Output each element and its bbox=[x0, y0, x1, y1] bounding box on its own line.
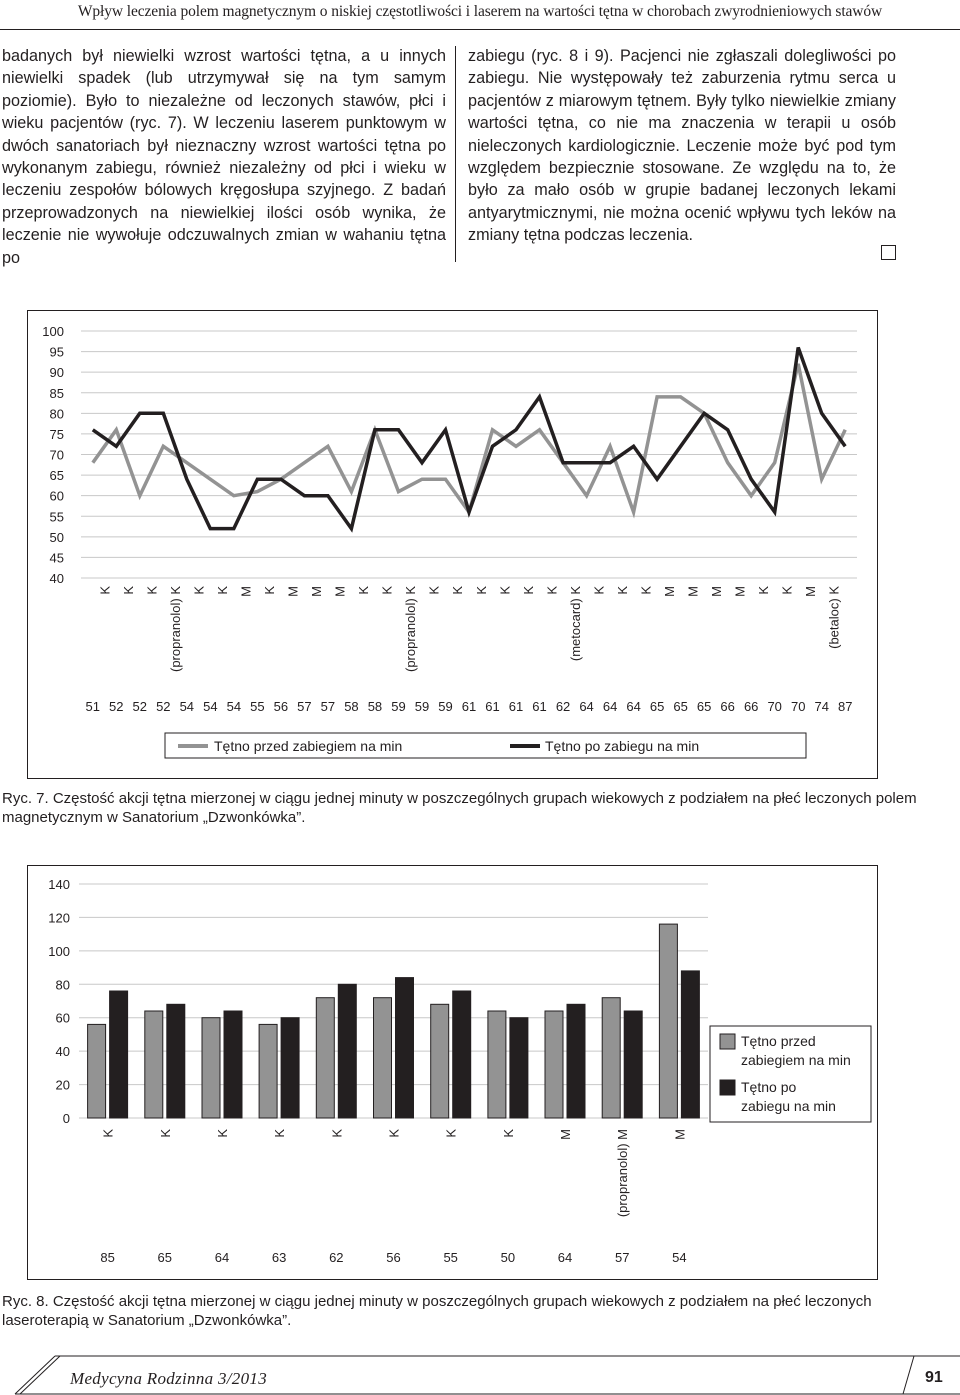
y-tick-label: 0 bbox=[62, 1111, 70, 1126]
x-category-label: K bbox=[356, 586, 372, 595]
x-category-label: K bbox=[426, 586, 442, 595]
bar-after bbox=[110, 991, 128, 1118]
y-tick-label: 60 bbox=[55, 1010, 70, 1026]
figure-7-caption: Ryc. 7. Częstość akcji tętna mierzonej w ciągu jednej minuty w poszczególnych grupach wiekowych z podziałem na płeć leczonych polem magnetycznym w Sanatorium „Dzwonkówka”. bbox=[2, 790, 917, 826]
x-age-label: 61 bbox=[532, 699, 547, 714]
x-age-label: 56 bbox=[273, 699, 289, 714]
journal-title: Medycyna Rodzinna 3/2013 bbox=[70, 1369, 267, 1388]
bar-after bbox=[396, 978, 414, 1118]
x-age-label: 59 bbox=[391, 699, 406, 714]
x-category-label: (propranolol) M bbox=[615, 1129, 631, 1218]
end-of-article-square-icon bbox=[881, 245, 896, 260]
x-age-label: 52 bbox=[156, 699, 171, 714]
y-tick-label: 40 bbox=[55, 1044, 70, 1060]
y-tick-label: 40 bbox=[49, 571, 64, 586]
x-age-label: 58 bbox=[344, 699, 359, 714]
bar-before bbox=[659, 924, 677, 1118]
x-age-label: 87 bbox=[838, 699, 853, 714]
y-tick-label: 140 bbox=[48, 877, 70, 892]
bar-before bbox=[488, 1011, 506, 1118]
x-age-label: 54 bbox=[672, 1250, 687, 1265]
x-category-label: (betaloc) K bbox=[826, 586, 842, 649]
legend-label-after: zabiegu na min bbox=[741, 1098, 836, 1114]
x-category-label: K bbox=[157, 1129, 173, 1138]
bar-chart-svg bbox=[28, 866, 877, 1279]
legend-label-before: zabiegiem na min bbox=[741, 1052, 851, 1068]
x-age-label: 50 bbox=[500, 1250, 516, 1265]
bar-after bbox=[681, 971, 699, 1118]
x-category-label: M bbox=[309, 586, 325, 597]
x-category-label: K bbox=[379, 586, 395, 595]
x-category-label: K bbox=[614, 586, 630, 595]
x-age-label: 54 bbox=[226, 699, 242, 714]
bar-after bbox=[281, 1018, 299, 1118]
bar-before bbox=[545, 1011, 563, 1118]
x-age-label: 65 bbox=[157, 1250, 173, 1265]
x-age-label: 59 bbox=[438, 699, 453, 714]
x-category-label: K bbox=[443, 1129, 459, 1138]
y-tick-label: 100 bbox=[42, 324, 64, 339]
text-column-right bbox=[468, 45, 896, 247]
line-chart-svg bbox=[28, 311, 877, 778]
y-tick-label: 90 bbox=[49, 365, 64, 381]
x-category-label: K bbox=[100, 1129, 116, 1138]
x-age-label: 64 bbox=[602, 699, 618, 714]
x-category-label: M bbox=[708, 586, 724, 597]
bar-after bbox=[510, 1018, 528, 1118]
x-category-label: K bbox=[500, 1129, 516, 1138]
x-category-label: (propranolol) K bbox=[403, 586, 419, 672]
x-category-label: K bbox=[473, 586, 489, 595]
x-category-label: K bbox=[591, 586, 607, 595]
x-age-label: 57 bbox=[297, 699, 312, 714]
y-tick-label: 80 bbox=[49, 406, 64, 422]
x-category-label: (propranolol) K bbox=[168, 586, 184, 672]
bar-after bbox=[224, 1011, 242, 1118]
x-age-label: 64 bbox=[557, 1250, 573, 1265]
y-tick-label: 95 bbox=[49, 344, 64, 360]
bar-before bbox=[316, 998, 334, 1118]
series-line-after bbox=[93, 348, 845, 529]
x-category-label: M bbox=[285, 586, 301, 597]
x-age-label: 57 bbox=[614, 1250, 630, 1265]
x-category-label: K bbox=[144, 586, 160, 595]
x-category-label: K bbox=[755, 586, 771, 595]
x-age-label: 52 bbox=[132, 699, 148, 714]
legend-swatch-after bbox=[720, 1080, 735, 1095]
bar-after bbox=[338, 984, 356, 1118]
y-tick-label: 50 bbox=[49, 529, 64, 545]
x-category-label: K bbox=[638, 586, 654, 595]
bar-before bbox=[202, 1018, 220, 1118]
legend-label-before: Tętno przed bbox=[741, 1033, 816, 1049]
x-category-label: M bbox=[732, 586, 748, 597]
y-tick-label: 100 bbox=[48, 943, 70, 959]
y-tick-label: 70 bbox=[49, 447, 64, 463]
bar-after bbox=[624, 1011, 642, 1118]
x-age-label: 55 bbox=[250, 699, 265, 714]
x-age-label: 65 bbox=[696, 699, 712, 714]
x-age-label: 64 bbox=[214, 1250, 230, 1265]
running-head: Wpływ leczenia polem magnetycznym o niskiej częstotliwości i laserem na wartości tętna w chorobach zwyrodnieniowych stawów bbox=[77, 3, 883, 20]
x-age-label: 62 bbox=[555, 699, 571, 714]
x-age-label: 63 bbox=[271, 1250, 287, 1265]
x-category-label: K bbox=[497, 586, 513, 595]
bar-after bbox=[567, 1004, 585, 1118]
x-category-label: K bbox=[329, 1129, 345, 1138]
bar-after bbox=[167, 1004, 185, 1118]
y-tick-label: 45 bbox=[49, 550, 64, 566]
x-age-label: 56 bbox=[386, 1250, 401, 1265]
x-age-label: 65 bbox=[673, 699, 688, 714]
x-age-label: 65 bbox=[649, 699, 665, 714]
x-category-label: K bbox=[121, 586, 136, 595]
bar-after bbox=[453, 991, 471, 1118]
legend-label-after: Tętno po bbox=[741, 1079, 797, 1095]
x-age-label: 61 bbox=[485, 699, 500, 714]
x-age-label: 74 bbox=[814, 699, 829, 714]
x-category-label: M bbox=[672, 1129, 688, 1140]
x-category-label: M bbox=[803, 586, 818, 597]
bar-before bbox=[259, 1024, 277, 1118]
x-category-label: K bbox=[450, 586, 466, 595]
x-age-label: 61 bbox=[508, 699, 524, 714]
column-divider bbox=[455, 46, 456, 262]
y-tick-label: 55 bbox=[49, 509, 64, 525]
x-age-label: 52 bbox=[109, 699, 124, 714]
y-tick-label: 60 bbox=[49, 488, 64, 504]
x-category-label: K bbox=[262, 586, 278, 595]
legend-swatch-before bbox=[720, 1034, 735, 1049]
x-age-label: 85 bbox=[100, 1250, 115, 1265]
x-age-label: 66 bbox=[720, 699, 735, 714]
legend-label-before: Tętno przed zabiegiem na min bbox=[214, 738, 403, 754]
x-category-label: (metocard) K bbox=[567, 586, 583, 662]
x-age-label: 62 bbox=[329, 1250, 344, 1265]
y-tick-label: 65 bbox=[49, 468, 64, 484]
x-category-label: K bbox=[386, 1129, 402, 1138]
x-age-label: 55 bbox=[443, 1250, 458, 1265]
x-age-label: 59 bbox=[414, 699, 430, 714]
figure-8-bar-chart bbox=[27, 865, 878, 1280]
body-paragraph-right: zabiegu (ryc. 8 i 9). Pacjenci nie zgłaszali dolegliwości po zabiegu. Nie występowały też zaburzenia rytmu serca u pacjentów z miarowym tętnem. Były tylko niewielkie zmiany wartości tętna, co nie ma znaczenia w terapii u osób nieleczonych kardiologicznie. Leczenie może być pod tym względem bezpiecznie stosowane. Ze względu na to, że było za mało osób w grupie badanej leczonych lekami antyarytmicznymi, nie można ocenić wpływu tych leków na zmiany tętna podczas leczenia. bbox=[468, 47, 896, 245]
bar-before bbox=[602, 998, 620, 1118]
x-category-label: M bbox=[332, 586, 348, 597]
body-paragraph-left: badanych był niewielki wzrost wartości tętna, a u innych niewielki spadek (lub utrzymywał się na tym samym poziomie). Było to niezależne od leczonych stawów, płci i wieku pacjentów (ryc. 7). W leczeniu laserem punktowym w dwóch sanatoriach był nieznaczny wzrost wartości tętna po wykonanym zabiegu, również niezależny od płci i wieku w leczeniu zespołów bólowych kręgosłupa szyjnego. Z badań przeprowadzonych na niewielkiej ilości osób wynika, że leczenie nie wywołuje odczuwalnych zmian w wahaniu tętna po bbox=[2, 47, 446, 267]
figure-7-line-chart bbox=[27, 310, 878, 779]
bar-before bbox=[88, 1024, 106, 1118]
y-tick-label: 20 bbox=[55, 1077, 70, 1093]
page-number: 91 bbox=[925, 1369, 943, 1386]
bar-before bbox=[374, 998, 392, 1118]
y-tick-label: 80 bbox=[55, 977, 70, 993]
x-age-label: 64 bbox=[626, 699, 641, 714]
x-category-label: M bbox=[685, 586, 701, 597]
x-category-label: M bbox=[558, 1129, 573, 1140]
y-tick-label: 85 bbox=[49, 385, 64, 401]
x-age-label: 54 bbox=[179, 699, 195, 714]
x-category-label: K bbox=[544, 586, 560, 595]
x-category-label: K bbox=[215, 586, 231, 595]
x-age-label: 66 bbox=[743, 699, 759, 714]
x-category-label: M bbox=[661, 586, 677, 597]
x-category-label: M bbox=[238, 586, 254, 597]
x-category-label: K bbox=[215, 1129, 230, 1138]
bar-before bbox=[431, 1004, 449, 1118]
y-tick-label: 75 bbox=[49, 426, 64, 442]
x-age-label: 70 bbox=[790, 699, 806, 714]
x-age-label: 51 bbox=[85, 699, 100, 714]
text-column-left bbox=[2, 45, 446, 269]
x-category-label: K bbox=[779, 586, 795, 595]
x-category-label: K bbox=[97, 586, 113, 595]
x-age-label: 61 bbox=[461, 699, 477, 714]
x-category-label: K bbox=[520, 586, 536, 595]
header-rule bbox=[0, 29, 960, 30]
bar-before bbox=[145, 1011, 163, 1118]
page-footer bbox=[0, 1355, 960, 1395]
y-tick-label: 120 bbox=[48, 910, 70, 926]
legend-label-after: Tętno po zabiegu na min bbox=[545, 738, 700, 754]
x-age-label: 70 bbox=[767, 699, 782, 714]
x-category-label: K bbox=[272, 1129, 288, 1138]
x-age-label: 64 bbox=[579, 699, 594, 714]
x-age-label: 54 bbox=[203, 699, 218, 714]
figure-8-caption: Ryc. 8. Częstość akcji tętna mierzonej w ciągu jednej minuty w poszczególnych grupach wiekowych z podziałem na płeć leczonych laseroterapią w Sanatorium „Dzwonkówka”. bbox=[2, 1293, 872, 1329]
x-age-label: 57 bbox=[320, 699, 336, 714]
x-category-label: K bbox=[191, 586, 207, 595]
x-age-label: 58 bbox=[367, 699, 383, 714]
